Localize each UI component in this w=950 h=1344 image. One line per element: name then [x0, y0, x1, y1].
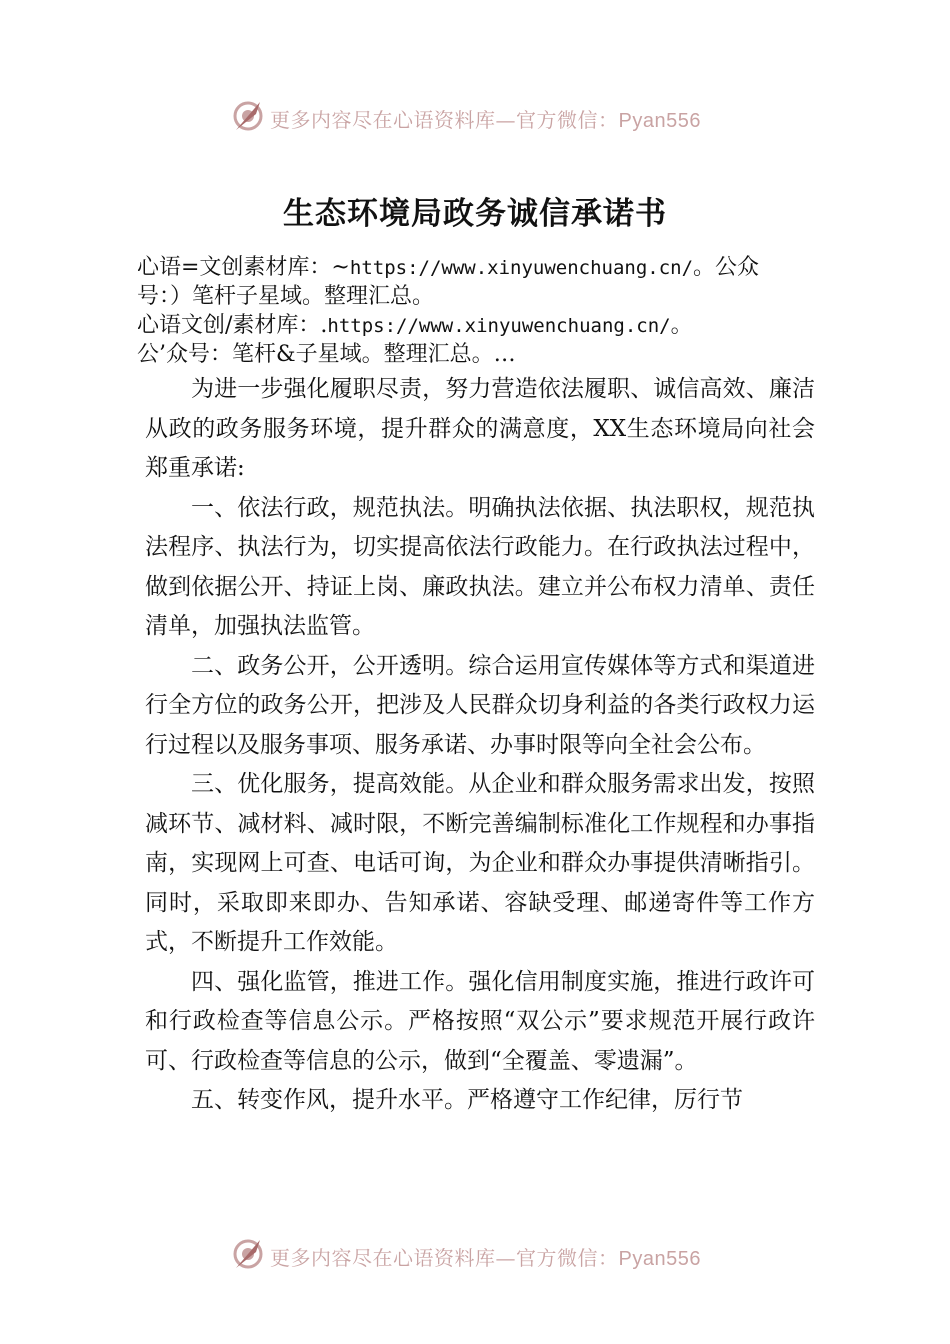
watermark-text: 更多内容尽在心语资料库—官方微信： [270, 108, 619, 132]
watermark-text: 更多内容尽在心语资料库—官方微信： [270, 1246, 619, 1270]
paragraph-item-4: 四、强化监管，推进工作。强化信用制度实施，推进行政许可和行政检查等信息公示。严格按照“双公示”要求规范开展行政许可、行政检查等信息的公示，做到“全覆盖、零遗漏”。 [145, 968, 815, 1074]
quill-logo-icon [230, 98, 266, 134]
document-title: 生态环境局政务诚信承诺书 [283, 196, 667, 232]
source-line-2: 号：）笔杆子星域。整理汇总。 [137, 284, 435, 309]
paragraph-item-1: 一、依法行政，规范执法。明确执法依据、执法职权，规范执法程序、执法行为，切实提高依法行政能力。在行政执法过程中，做到依据公开、持证上岗、廉政执法。建立并公布权力清单、责任清单，加强执法监管。 [145, 494, 815, 639]
source-line-3: 心语文创/素材库：.https://www.xinyuwenchuang.cn/。 [137, 313, 693, 338]
paragraph-item-5: 五、转变作风，提升水平。严格遵守工作纪律，厉行节 [191, 1087, 743, 1113]
quill-logo-icon [230, 1236, 266, 1272]
watermark-wechat: Pyan556 [618, 1248, 701, 1270]
source-line-4: 公’众号：笔杆&子星域。整理汇总。… [137, 342, 516, 367]
footer-watermark [0, 1234, 950, 1274]
watermark-wechat: Pyan556 [618, 110, 701, 132]
source-url: https://www.xinyuwenchuang.cn/ [327, 315, 671, 337]
document-body [145, 370, 815, 1121]
source-url: https://www.xinyuwenchuang.cn/ [349, 257, 694, 279]
paragraph-item-2: 二、政务公开，公开透明。综合运用宣传媒体等方式和渠道进行全方位的政务公开，把涉及人民群众切身利益的各类行政权力运行过程以及服务事项、服务承诺、办事时限等向全社会公布。 [145, 652, 815, 758]
paragraph-item-3: 三、优化服务，提高效能。从企业和群众服务需求出发，按照减环节、减材料、减时限，不断完善编制标准化工作规程和办事指南，实现网上可查、电话可询，为企业和群众办事提供清晰指引。同时，采取即来即办、告知承诺、容缺受理、邮递寄件等工作方式，不断提升工作效能。 [145, 771, 815, 955]
header-watermark [0, 96, 950, 136]
source-line-1: 心语=文创素材库：~https://www.xinyuwenchuang.cn/。公众 [137, 255, 760, 280]
paragraph-intro: 为进一步强化履职尽责，努力营造依法履职、诚信高效、廉洁从政的政务服务环境，提升群众的满意度，XX生态环境局向社会郑重承诺: [145, 376, 815, 481]
